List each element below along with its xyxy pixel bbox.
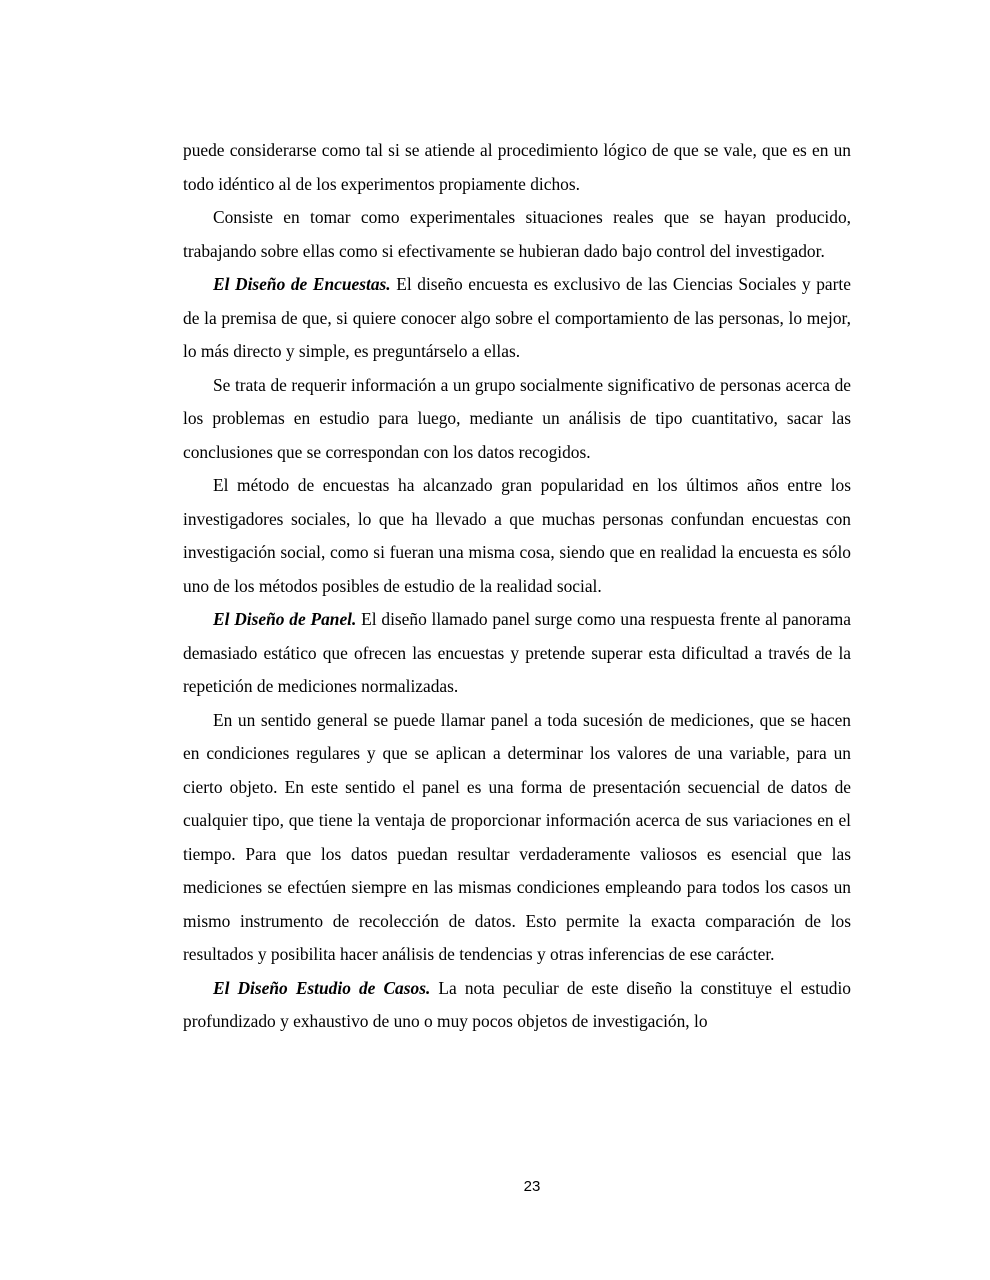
- page-number: 23: [523, 1178, 541, 1195]
- paragraph-5: [183, 469, 851, 603]
- paragraph-4: [183, 369, 851, 470]
- paragraph-5-text: El método de encuestas ha alcanzado gran popularidad en los últimos años entre los investigadores sociales, lo que ha llevado a que muchas personas confundan encuestas con investigación social, como si fueran una misma cosa, siendo que en realidad la encuesta es sólo uno de los métodos posibles de estudio de la realidad social.: [183, 475, 851, 596]
- paragraph-2: [183, 201, 851, 268]
- paragraph-3-text: El diseño encuesta es exclusivo de las Ciencias Sociales y parte de la premisa de que, si quiere conocer algo sobre el comportamiento de las personas, lo mejor, lo más directo y simple, es preguntárselo a ellas.: [183, 274, 851, 361]
- paragraph-7: [183, 704, 851, 972]
- paragraph-6: [183, 603, 851, 704]
- body-text: [183, 134, 851, 1039]
- paragraph-3: [183, 268, 851, 369]
- paragraph-8-text: La nota peculiar de este diseño la constituye el estudio profundizado y exhaustivo de uno o muy pocos objetos de investigación, lo: [183, 977, 851, 1031]
- section-heading-panel: El Diseño de Panel.: [213, 609, 357, 629]
- paragraph-7-text: En un sentido general se puede llamar panel a toda sucesión de mediciones, que se hacen en condiciones regulares y que se aplican a determinar los valores de una variable, para un cierto objeto. En este sentido el panel es una forma de presentación secuencial de datos de cualquier tipo, que tiene la ventaja de proporcionar información acerca de sus variaciones en el tiempo. Para que los datos puedan resultar verdaderamente valiosos es esencial que las mediciones se efectúen siempre en las mismas condiciones empleando para todos los casos un mismo instrumento de recolección de datos. Esto permite la exacta comparación de los resultados y posibilita hacer análisis de tendencias y otras inferencias de ese carácter.: [183, 709, 851, 964]
- paragraph-4-text: Se trata de requerir información a un grupo socialmente significativo de personas acerca de los problemas en estudio para luego, mediante un análisis de tipo cuantitativo, sacar las conclusiones que se correspondan con los datos recogidos.: [183, 374, 851, 462]
- section-heading-encuestas: El Diseño de Encuestas.: [213, 274, 391, 294]
- paragraph-2-text: Consiste en tomar como experimentales situaciones reales que se hayan producido, trabajando sobre ellas como si efectivamente se hubieran dado bajo control del investigador.: [183, 207, 851, 261]
- paragraph-1: [183, 134, 851, 201]
- paragraph-6-text: El diseño llamado panel surge como una respuesta frente al panorama demasiado estático que ofrecen las encuestas y pretende superar esta dificultad a través de la repetición de mediciones normalizadas.: [183, 609, 851, 696]
- paragraph-8: [183, 972, 851, 1039]
- paragraph-1-text: puede considerarse como tal si se atiende al procedimiento lógico de que se vale, que es en un todo idéntico al de los experimentos propiamente dichos.: [183, 140, 851, 194]
- section-heading-estudio-casos: El Diseño Estudio de Casos.: [213, 977, 431, 998]
